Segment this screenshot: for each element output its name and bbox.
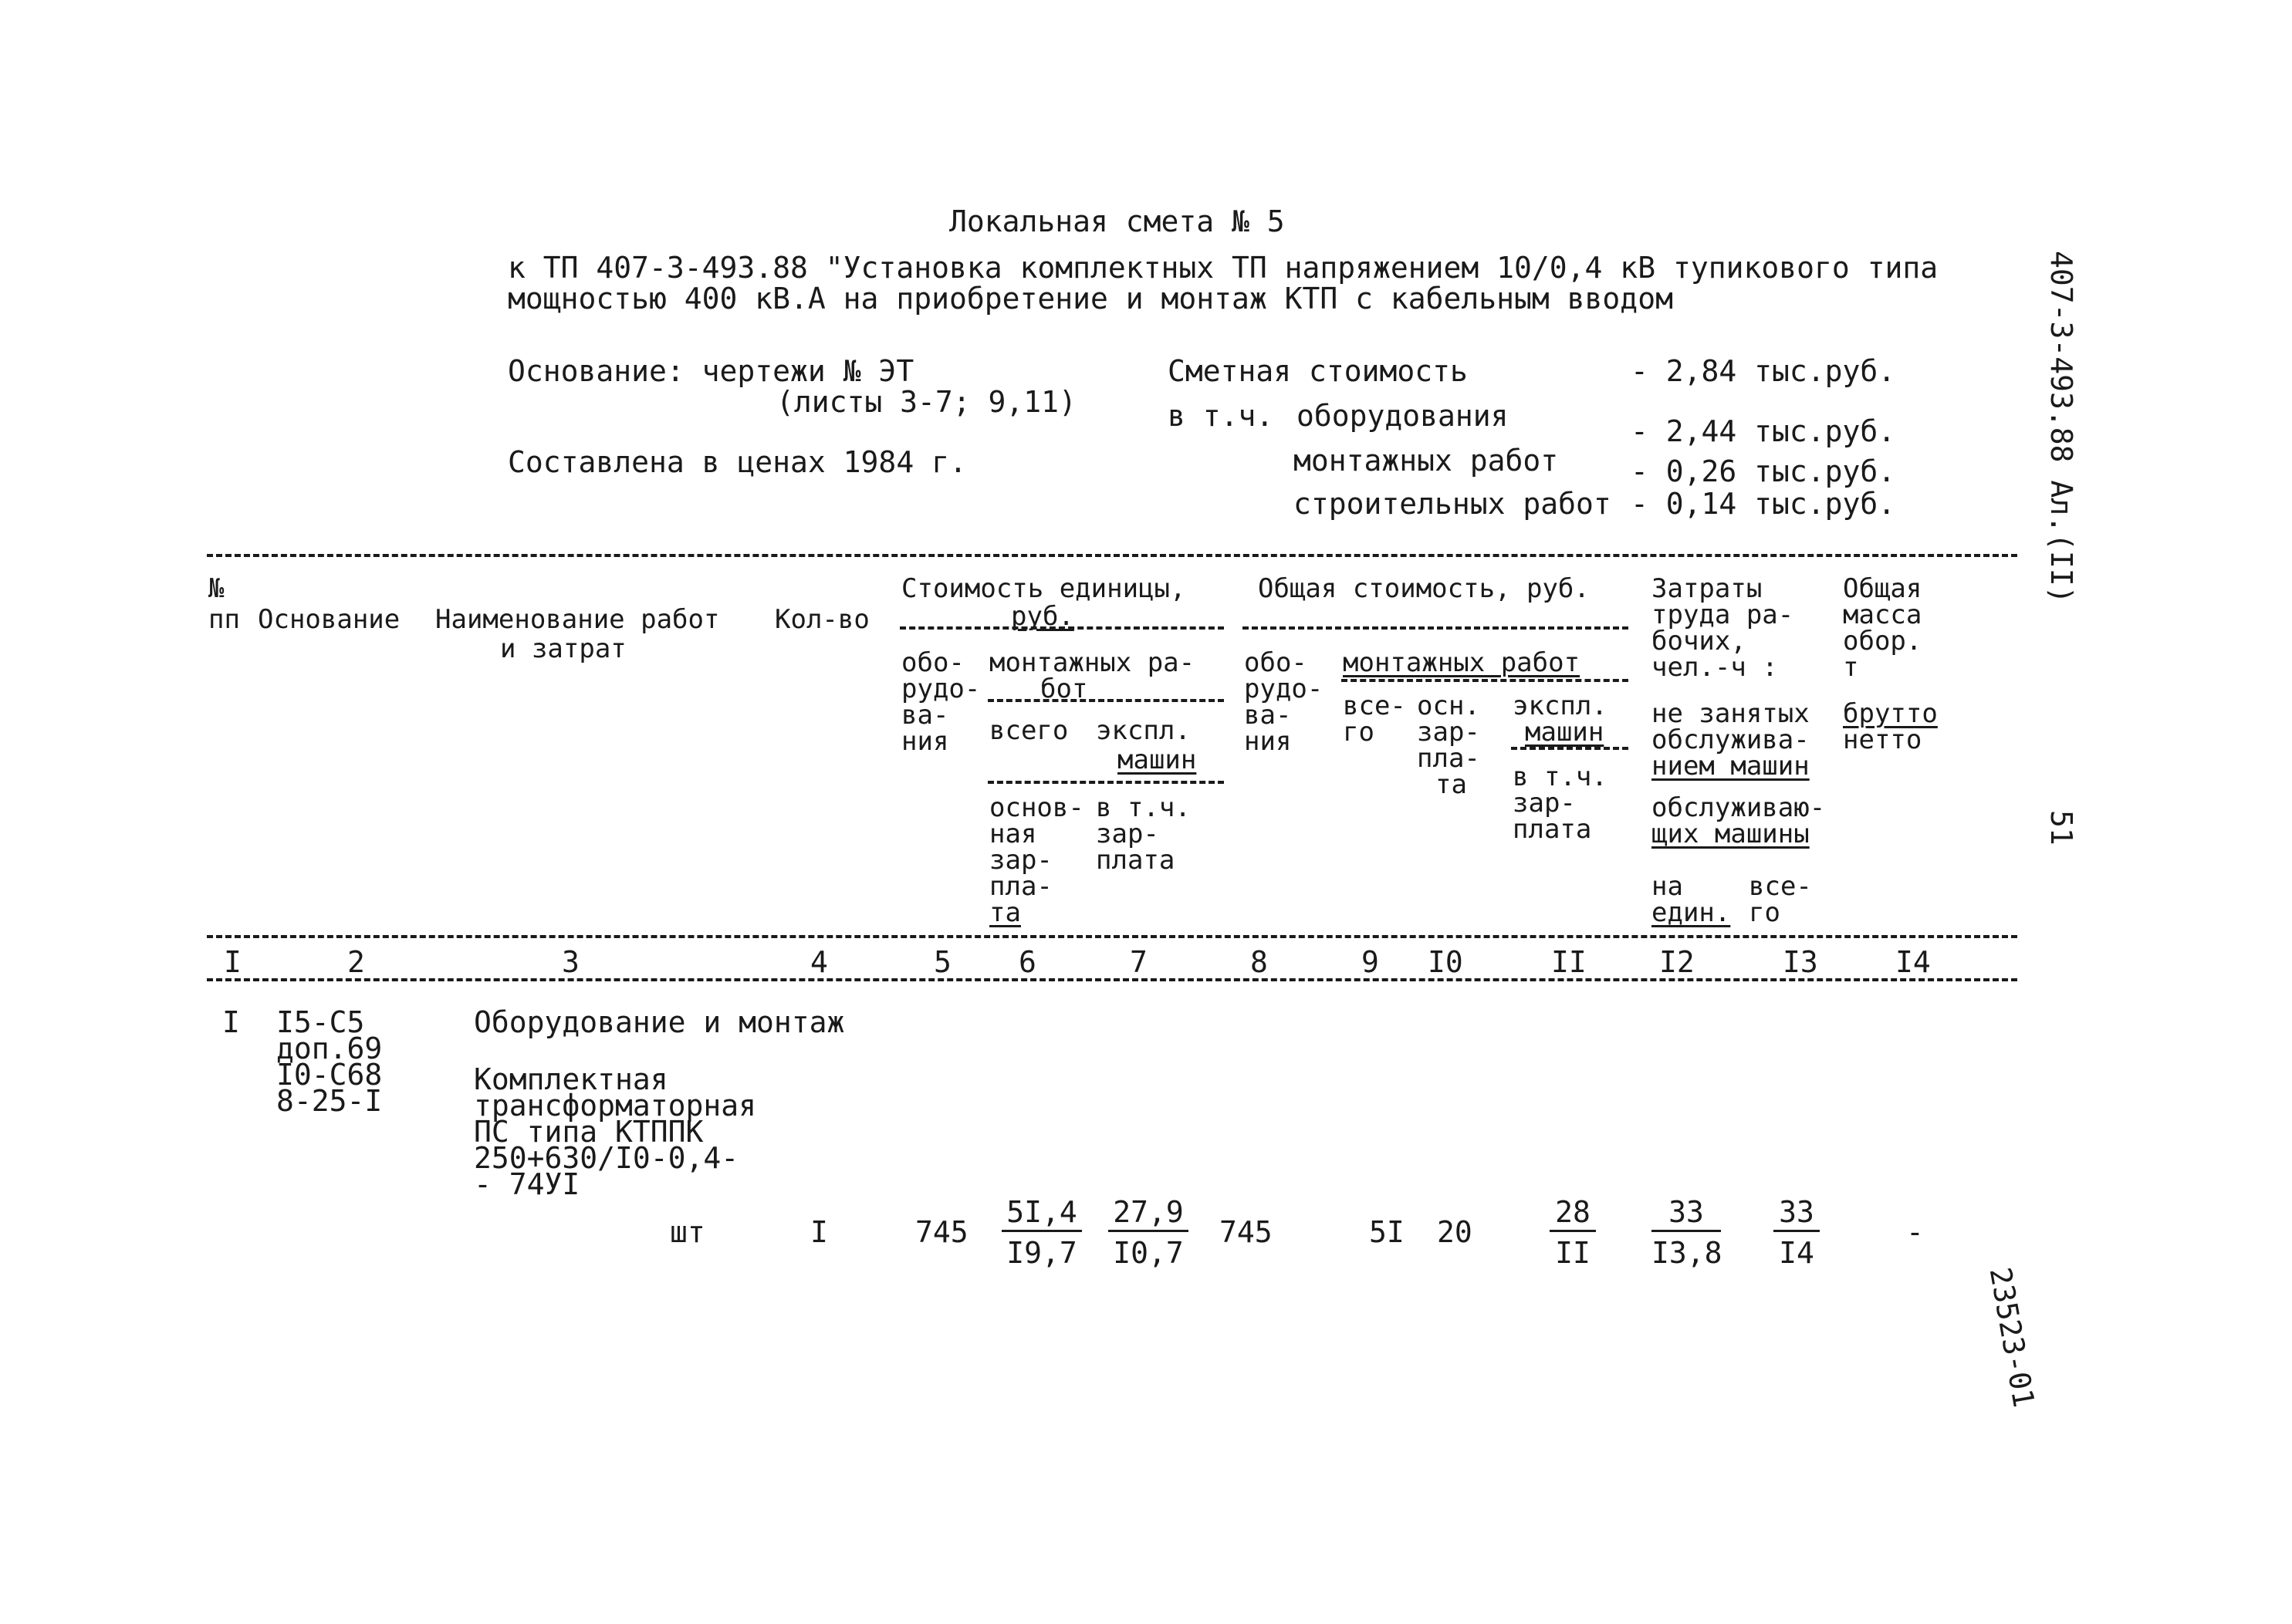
prices-basis: Составлена в ценах 1984 г. bbox=[508, 445, 967, 479]
row-name-5: - 74УI bbox=[474, 1167, 580, 1201]
col-number-13: I3 bbox=[1783, 945, 1818, 979]
h-t-incl-2: зар- bbox=[1513, 788, 1576, 819]
h-incl-1: в т.ч. bbox=[1096, 792, 1191, 823]
page-title: Локальная смета № 5 bbox=[949, 204, 1285, 238]
row-col14-mass: - bbox=[1906, 1215, 1924, 1249]
h-labor-11: един. bbox=[1651, 897, 1731, 928]
col-number-11: II bbox=[1551, 945, 1587, 979]
row-col6-wage: I9,7 bbox=[1006, 1236, 1077, 1270]
row-col13-fraction bbox=[1773, 1197, 1820, 1268]
construction-cost-label: строительных работ bbox=[1293, 487, 1611, 521]
h-labor-6: обслужива- bbox=[1651, 724, 1810, 755]
equipment-cost-label: оборудования bbox=[1296, 399, 1509, 433]
row-col8-equipment-total: 745 bbox=[1219, 1215, 1273, 1249]
h-unit-rub: руб. bbox=[1011, 601, 1074, 632]
h-name-1: Наименование работ bbox=[435, 604, 720, 635]
h-t-inst: монтажных работ bbox=[1343, 647, 1580, 678]
h-equip-3: ва- bbox=[901, 700, 949, 731]
row-name-4: 250+630/I0-0,4- bbox=[474, 1141, 739, 1175]
h-equip-4: ния bbox=[901, 726, 949, 757]
h-qty: Кол-во bbox=[775, 604, 870, 635]
h-labor-7: нием машин bbox=[1651, 751, 1810, 782]
h-t-expl-2: машин bbox=[1525, 717, 1604, 748]
h-mass-5: брутто bbox=[1843, 698, 1938, 729]
h-mass-1: Общая bbox=[1843, 573, 1922, 604]
h-base-4: пла- bbox=[989, 871, 1053, 902]
row-col11-fraction bbox=[1550, 1197, 1596, 1268]
h-incl-3: плата bbox=[1096, 845, 1175, 876]
row-name-1: Комплектная bbox=[474, 1062, 668, 1096]
row-col10-base-wage: 20 bbox=[1437, 1215, 1472, 1249]
basis-label: Основание: чертежи № ЭТ bbox=[508, 354, 914, 388]
col-number-2: 2 bbox=[347, 945, 365, 979]
col-number-7: 7 bbox=[1130, 945, 1148, 979]
h-labor-12: все- bbox=[1749, 871, 1812, 902]
row-col9-installation-total: 5I bbox=[1369, 1215, 1405, 1249]
inst-rule bbox=[988, 699, 1224, 702]
h-inst-2: бот bbox=[1040, 674, 1088, 704]
row-col6-fraction bbox=[1002, 1197, 1082, 1268]
h-labor-3: бочих, bbox=[1651, 626, 1746, 657]
total-cost-rule bbox=[1242, 626, 1628, 630]
incl-label: в т.ч. bbox=[1168, 399, 1274, 433]
col-number-14: I4 bbox=[1895, 945, 1931, 979]
h-base-1: основ- bbox=[989, 792, 1084, 823]
h-no: № bbox=[208, 573, 225, 604]
row-basis-2: доп.69 bbox=[276, 1031, 383, 1065]
h-expl-2: машин bbox=[1117, 744, 1197, 775]
h-basis: Основание bbox=[258, 604, 401, 635]
total-cost-value: - 2,84 тыс.руб. bbox=[1631, 354, 1896, 388]
col-number-8: 8 bbox=[1250, 945, 1268, 979]
row-col12-fraction bbox=[1651, 1197, 1721, 1268]
row-name-2: трансформаторная bbox=[474, 1089, 757, 1123]
h-t-incl-1: в т.ч. bbox=[1513, 761, 1607, 792]
h-labor-8: обслуживаю- bbox=[1651, 792, 1826, 823]
expl-rule bbox=[988, 781, 1224, 784]
h-t-equip-3: ва- bbox=[1244, 700, 1292, 731]
h-t-base-4: та bbox=[1435, 769, 1467, 800]
t-inst-rule bbox=[1341, 679, 1628, 682]
side-page-number: 51 bbox=[2044, 810, 2078, 846]
h-t-equip-1: обо- bbox=[1244, 647, 1307, 678]
h-t-all-1: все- bbox=[1343, 690, 1406, 721]
col-number-1: I bbox=[224, 945, 242, 979]
h-labor-2: труда ра- bbox=[1651, 599, 1794, 630]
h-t-all-2: го bbox=[1343, 717, 1374, 748]
h-name-2: и затрат bbox=[500, 633, 627, 664]
h-equip-2: рудо- bbox=[901, 674, 981, 704]
col-number-3: 3 bbox=[562, 945, 580, 979]
row-unit: шт bbox=[670, 1215, 705, 1249]
h-t-base-3: пла- bbox=[1417, 743, 1480, 774]
row-basis-3: I0-C68 bbox=[276, 1058, 383, 1092]
h-all: всего bbox=[989, 715, 1069, 746]
h-labor-10: на bbox=[1651, 871, 1683, 902]
h-t-base-1: осн. bbox=[1417, 690, 1480, 721]
construction-cost-value: - 0,14 тыс.руб. bbox=[1631, 487, 1896, 521]
h-unit-cost: Стоимость единицы, bbox=[901, 573, 1186, 604]
h-inst-1: монтажных ра- bbox=[989, 647, 1195, 678]
row-basis-4: 8-25-I bbox=[276, 1084, 383, 1118]
col-number-5: 5 bbox=[934, 945, 952, 979]
h-base-2: ная bbox=[989, 819, 1037, 849]
row-number: I bbox=[222, 1005, 240, 1039]
h-t-base-2: зар- bbox=[1417, 717, 1480, 748]
h-equip-1: обо- bbox=[901, 647, 965, 678]
h-t-incl-3: плата bbox=[1513, 814, 1592, 845]
col-number-9: 9 bbox=[1361, 945, 1379, 979]
row-col7-machines: 27,9 bbox=[1108, 1197, 1188, 1232]
h-expl-1: экспл. bbox=[1096, 715, 1191, 746]
subtitle-line-1: к ТП 407-3-493.88 "Установка комплектных ТП напряжением 10/0,4 кВ тупикового типа bbox=[508, 251, 1939, 285]
side-inventory-number: 23523-01 bbox=[1983, 1264, 2041, 1410]
table-top-rule bbox=[207, 554, 2017, 557]
h-incl-2: зар- bbox=[1096, 819, 1159, 849]
h-labor-13: го bbox=[1749, 897, 1780, 928]
colnum-bottom-rule bbox=[207, 978, 2017, 981]
h-base-3: зар- bbox=[989, 845, 1053, 876]
row-col5-equipment: 745 bbox=[915, 1215, 969, 1249]
col-number-12: I2 bbox=[1659, 945, 1695, 979]
col-number-10: I0 bbox=[1428, 945, 1463, 979]
row-col11-wage: II bbox=[1555, 1236, 1591, 1270]
h-base-5: та bbox=[989, 897, 1021, 928]
row-section-title: Оборудование и монтаж bbox=[474, 1005, 845, 1039]
h-total-cost: Общая стоимость, руб. bbox=[1258, 573, 1590, 604]
row-qty: I bbox=[810, 1215, 828, 1249]
h-labor-4: чел.-ч : bbox=[1651, 652, 1778, 683]
h-t-equip-2: рудо- bbox=[1244, 674, 1323, 704]
basis-sheets: (листы 3-7; 9,11) bbox=[776, 385, 1077, 419]
header-bottom-rule bbox=[207, 935, 2017, 938]
row-col7-wage: I0,7 bbox=[1113, 1236, 1184, 1270]
row-col13-labor-machines-total: I4 bbox=[1779, 1236, 1814, 1270]
equipment-cost-value: - 2,44 тыс.руб. bbox=[1631, 414, 1896, 448]
installation-cost-label: монтажных работ bbox=[1293, 444, 1559, 478]
h-t-equip-4: ния bbox=[1244, 726, 1292, 757]
h-mass-3: обор. bbox=[1843, 626, 1922, 657]
row-basis-1: I5-C5 bbox=[276, 1005, 365, 1039]
col-number-4: 4 bbox=[810, 945, 828, 979]
col-number-6: 6 bbox=[1019, 945, 1036, 979]
row-col12-labor-unit: 33 bbox=[1651, 1197, 1721, 1232]
row-col6-total: 5I,4 bbox=[1002, 1197, 1082, 1232]
h-pp: пп bbox=[208, 604, 240, 635]
h-labor-5: не занятых bbox=[1651, 698, 1810, 729]
h-labor-1: Затраты bbox=[1651, 573, 1763, 604]
row-col12-labor-machines: I3,8 bbox=[1651, 1236, 1722, 1270]
h-t-expl-1: экспл. bbox=[1513, 690, 1607, 721]
h-mass-4: т bbox=[1843, 652, 1859, 683]
row-col13-labor-total: 33 bbox=[1773, 1197, 1820, 1232]
row-col7-fraction bbox=[1108, 1197, 1188, 1268]
row-col11-machines: 28 bbox=[1550, 1197, 1596, 1232]
h-mass-2: масса bbox=[1843, 599, 1922, 630]
h-mass-6: нетто bbox=[1843, 724, 1922, 755]
row-name-3: ПС типа КТППК bbox=[474, 1115, 704, 1149]
subtitle-line-2: мощностью 400 кВ.А на приобретение и монтаж КТП с кабельным вводом bbox=[508, 282, 1673, 316]
installation-cost-value: - 0,26 тыс.руб. bbox=[1631, 454, 1896, 488]
side-document-code: 407-3-493.88 Ал.(II) bbox=[2044, 251, 2078, 604]
total-cost-label: Сметная стоимость bbox=[1168, 354, 1468, 388]
h-labor-9: щих машины bbox=[1651, 819, 1810, 849]
